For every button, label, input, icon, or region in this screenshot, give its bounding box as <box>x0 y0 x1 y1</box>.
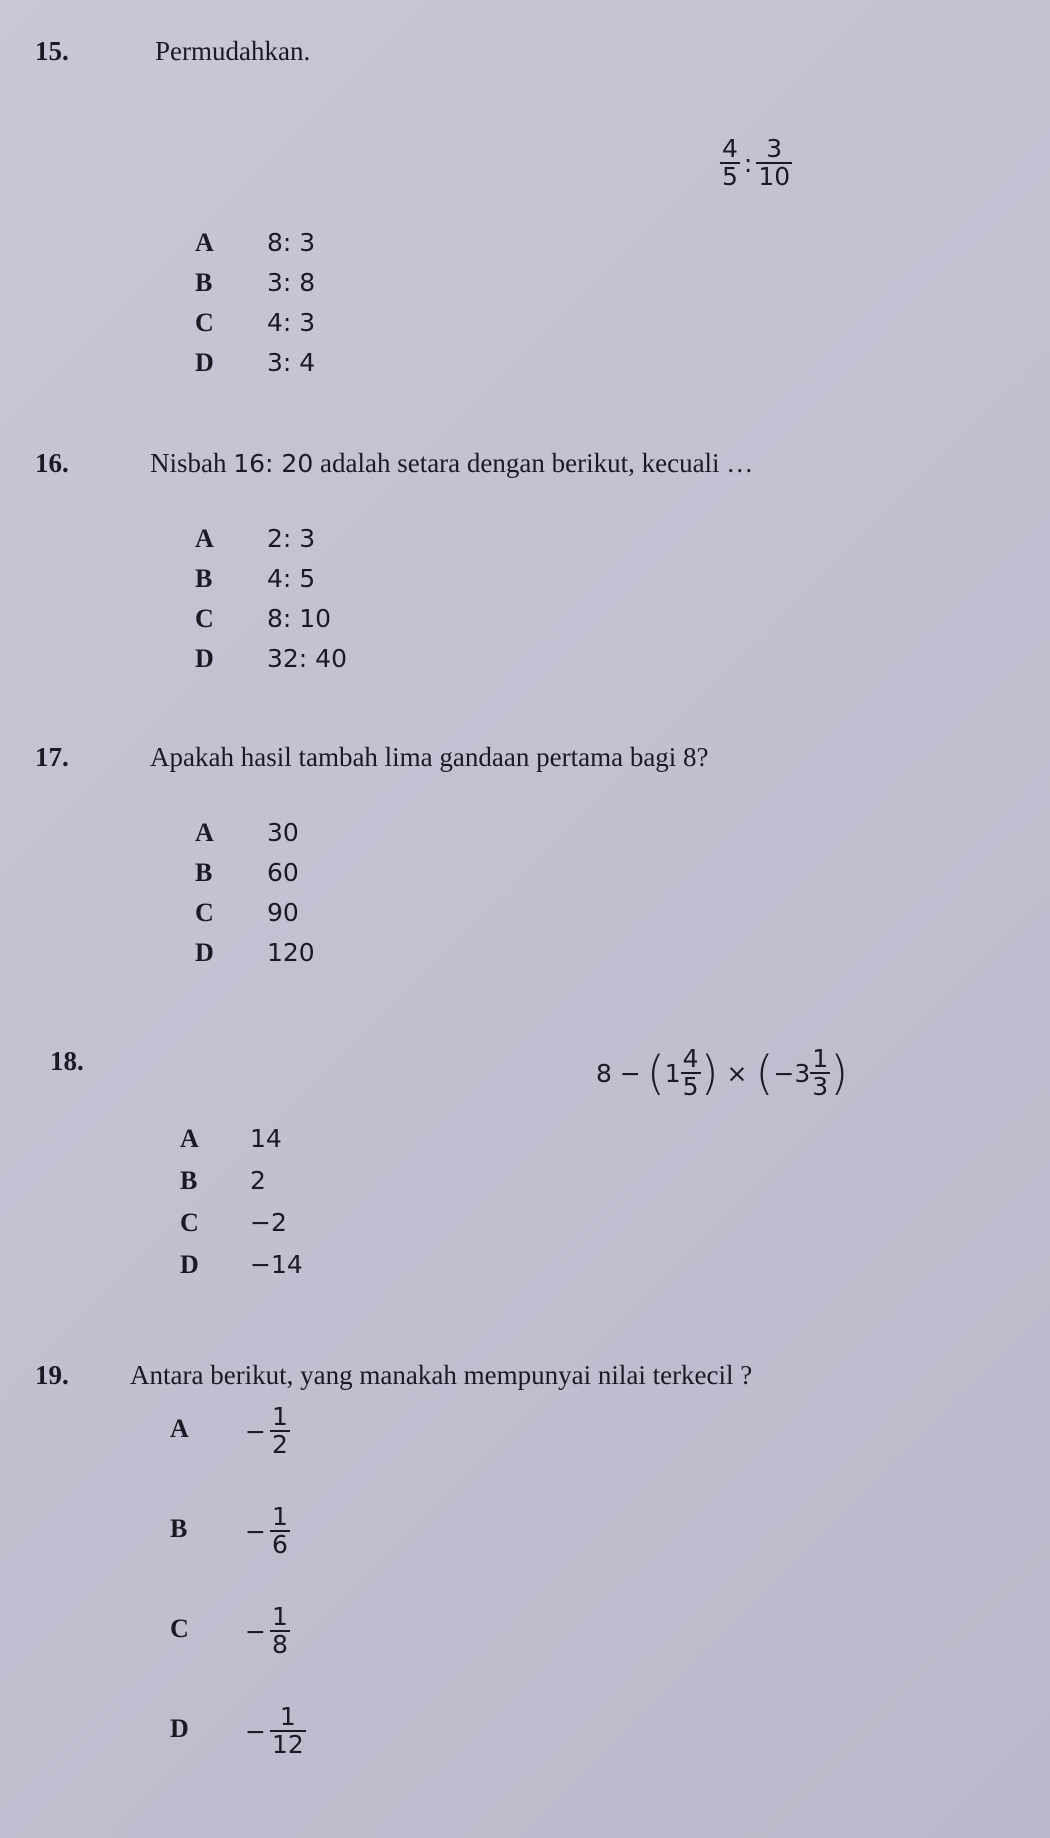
ratio-sign: : <box>743 148 753 178</box>
question-number: 16. <box>35 448 69 478</box>
option-value: 3: 4 <box>267 348 316 377</box>
option-value: − $\frac{1}{6}$ <box>245 1502 288 1560</box>
option-letter: C <box>170 1614 189 1643</box>
option-value: −14 <box>250 1250 303 1279</box>
fraction: $\frac{3}{10}$ <box>758 134 791 192</box>
option-letter: C <box>180 1208 199 1237</box>
option-value: 4: 5 <box>267 564 316 593</box>
ratio-expression <box>720 136 792 191</box>
question-text: Nisbah 16: 20 adalah setara dengan berikut, kecuali … <box>150 448 754 478</box>
question-number: 17. <box>35 742 69 772</box>
option-letter: D <box>195 348 214 377</box>
math-expression: 8 − ( 1 $\frac{4}{5}$ ) × ( −3 $\frac{1}{3}$ ) <box>596 1044 849 1102</box>
option-value: 60 <box>267 858 299 887</box>
option-letter: C <box>195 898 214 927</box>
option-value: 30 <box>267 818 299 847</box>
question-text: Antara berikut, yang manakah mempunyai nilai terkecil ? <box>130 1360 753 1390</box>
option-letter: C <box>195 308 214 337</box>
question-number: 15. <box>35 36 69 66</box>
question-number: 18. <box>50 1046 84 1076</box>
option-letter: A <box>170 1414 189 1443</box>
option-letter: A <box>195 228 214 257</box>
option-value: − $\frac{1}{12}$ <box>245 1702 304 1760</box>
option-value: −2 <box>250 1208 287 1237</box>
fraction: $\frac{1}{12}$ <box>271 1702 304 1760</box>
fraction: $\frac{1}{8}$ <box>271 1602 288 1660</box>
option-value: 90 <box>267 898 299 927</box>
option-value: 8: 3 <box>267 228 316 257</box>
fraction: $\frac{4}{5}$ <box>722 134 738 192</box>
option-letter: A <box>180 1124 199 1153</box>
option-letter: B <box>195 564 213 593</box>
option-value: − $\frac{1}{2}$ <box>245 1402 288 1460</box>
option-value: 2 <box>250 1166 266 1195</box>
option-value: 14 <box>250 1124 282 1153</box>
option-value: − $\frac{1}{8}$ <box>245 1602 288 1660</box>
option-letter: D <box>180 1250 199 1279</box>
multiply-sign: × <box>726 1058 748 1088</box>
option-value: 120 <box>267 938 315 967</box>
option-letter: A <box>195 818 214 847</box>
fraction: $\frac{1}{3}$ <box>812 1044 829 1102</box>
option-value: 32: 40 <box>267 644 347 673</box>
question-text: Permudahkan. <box>155 36 311 66</box>
fraction: $\frac{1}{2}$ <box>271 1402 288 1460</box>
option-letter: A <box>195 524 214 553</box>
option-letter: B <box>195 858 213 887</box>
option-value: 2: 3 <box>267 524 316 553</box>
question-text: Apakah hasil tambah lima gandaan pertama bagi 8? <box>150 742 709 772</box>
ratio: 16: 20 <box>233 449 314 478</box>
question-number: 19. <box>35 1360 69 1390</box>
option-letter: B <box>170 1514 188 1543</box>
fraction: $\frac{1}{6}$ <box>271 1502 288 1560</box>
option-value: 3: 8 <box>267 268 316 297</box>
fraction: $\frac{4}{5}$ <box>682 1044 699 1102</box>
option-letter: B <box>195 268 213 297</box>
option-letter: D <box>170 1714 189 1743</box>
option-letter: D <box>195 644 214 673</box>
option-letter: D <box>195 938 214 967</box>
option-letter: C <box>195 604 214 633</box>
option-value: 4: 3 <box>267 308 316 337</box>
option-letter: B <box>180 1166 198 1195</box>
option-value: 8: 10 <box>267 604 332 633</box>
